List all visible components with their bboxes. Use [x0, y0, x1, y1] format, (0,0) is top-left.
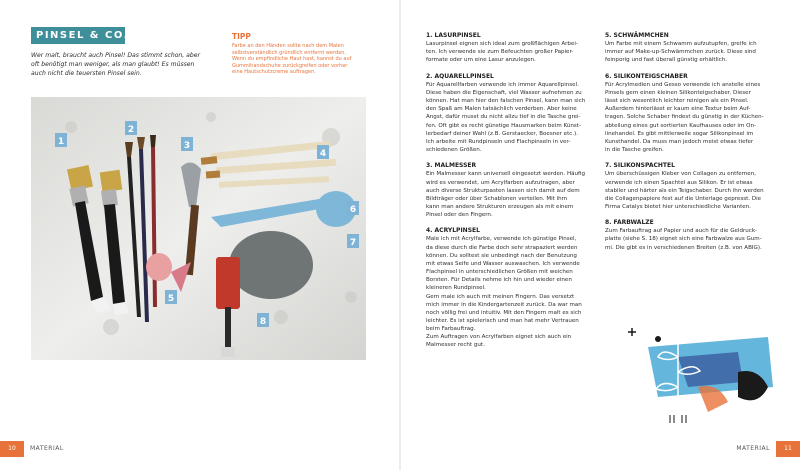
body-line: Flachpinsel in unterschiedlichen Größen mit weichen — [426, 269, 573, 276]
body-line: Lasurpinsel eignen sich ideal zum großflächigen Arbei- — [426, 41, 578, 48]
decorative-artwork — [618, 327, 778, 427]
text-column-2 — [605, 32, 773, 252]
body-line: Gern male ich auch mit meinen Fingern. Das versetzt — [426, 293, 575, 300]
body-line: immer auf Make-up-Schwämmchen zurück. Diese sind — [605, 49, 756, 56]
body-line: Kunsthandel. Da muss man jedoch meist etwas tiefer — [605, 138, 754, 145]
body-line: Um Farbe mit einem Schwamm aufzutupfen, greife ich — [605, 41, 757, 48]
photo-label-8: 8 — [259, 317, 267, 327]
photo-label-4: 4 — [319, 149, 327, 159]
tip-line: Wenn du empfindliche Haut hast, kannst du auf — [232, 56, 352, 63]
intro-line: auch nicht die teuersten Pinsel sein. — [31, 70, 142, 78]
section-label-right: MATERIAL — [736, 445, 770, 452]
page-number-right: 11 — [776, 441, 800, 457]
tip-line: Gummihandschuhe zurückgreifen oder vorher — [232, 62, 348, 69]
body-line: kann man andere Strukturen erzeugen als mit einem — [426, 203, 574, 210]
body-line: schiedenen Größen. — [426, 147, 482, 154]
body-line: mit etwas Seife und Wasser auswaschen. Ich verwende — [426, 260, 580, 267]
body-line: Ein Malmesser kann universell eingesetzt werden. Häufig — [426, 171, 586, 178]
body-line: Firma Catalys bietet hier unterschiedliche Varianten. — [605, 203, 751, 210]
tip-line: selbstverständlich gründlich entfernt werden. — [232, 49, 347, 56]
section-heading: 8. FARBWALZE — [605, 219, 654, 227]
section-heading: 4. ACRYLPINSEL — [426, 227, 480, 235]
photo-label-5: 5 — [167, 294, 175, 304]
tip-heading: TIPP — [232, 32, 251, 41]
body-line: verwende ich einen Spachtel aus Silikon. Er ist etwas — [605, 179, 753, 186]
intro-text — [31, 51, 201, 79]
body-line: feinporig und fast überall günstig erhältlich. — [605, 57, 727, 64]
section-heading: 7. SILIKONSPACHTEL — [605, 162, 675, 170]
body-line: lässt sich wesentlich leichter reinigen als ein Pinsel. — [605, 98, 749, 105]
intro-line: Wer malt, braucht auch Pinsel! Das stimmt schon, aber — [31, 52, 201, 59]
footer-left — [0, 441, 120, 457]
body-line: wird es verwendet, um Acrylfarben aufzutragen, aber — [426, 179, 575, 186]
body-line: Malmesser recht gut. — [426, 342, 485, 349]
intro-line: oft benötigt man weniger, als man glaubt! Es müssen — [31, 61, 195, 69]
body-line: formate oder um eine Lasur anzulegen. — [426, 57, 536, 64]
body-line: Zum Farbauftrag auf Papier und auch für die Geldruck- — [605, 228, 758, 235]
body-line: Pinsels gern einen kleinen Silikonteigschaber. Dieser — [605, 89, 751, 96]
gutter — [399, 0, 401, 470]
section-heading: 3. MALMESSER — [426, 162, 477, 170]
photo-label-2: 2 — [127, 125, 135, 135]
section-heading: 2. AQUARELLPINSEL — [426, 72, 494, 80]
body-line: Außerdem hinterlässt er kaum eine Textur beim Auf- — [605, 106, 751, 113]
body-line: leichter. Es ist spielerisch und man hat mehr Vertrauen — [426, 318, 579, 324]
tip-text — [232, 43, 392, 76]
body-line: Diese haben die Eigenschaft, viel Wasser aufnehmen zu — [426, 89, 582, 96]
body-line: da diese durch die Farbe doch sehr strapaziert werden — [426, 244, 578, 251]
photo-label-1: 1 — [57, 137, 65, 147]
body-line: Für Aquarellfarben verwende ich immer Aquarellpinsel. — [426, 81, 579, 88]
section-heading: 1. LASURPINSEL — [426, 32, 481, 39]
section-label-left: MATERIAL — [30, 445, 64, 452]
body-line: ten. Ich verwende sie zum Befeuchten großer Papier- — [426, 49, 574, 56]
body-line: lerbedarf deiner Wahl (z.B. Gerstaecker, Boesner etc.). — [426, 130, 579, 137]
body-line: Um überschüssigen Kleber von Collagen zu entfernen, — [605, 171, 756, 178]
body-line: können. Hat man hier den falschen Pinsel, kann man sich — [426, 98, 586, 105]
tip-line: Farbe an den Händen sollte nach dem Malen — [232, 43, 344, 49]
body-line: platte (siehe S. 18) eignet sich eine Farbwalze aus Gum- — [605, 236, 762, 243]
section-heading: 6. SILIKONTEIGSCHABER — [605, 72, 688, 80]
body-line: in die Tasche greifen. — [605, 147, 664, 154]
body-line: tragen. Solche Schaber findest du günstig in der Küchen- — [605, 114, 764, 121]
body-line: auch diverse Strukturpasten lassen sich damit auf dem — [426, 187, 580, 194]
body-line: mi. Die gibt es in verschiedenen Breiten (z.B. von ABIG). — [605, 244, 762, 251]
text-column-1 — [426, 32, 592, 350]
tools-illustration — [31, 97, 366, 360]
body-line: Pinsel oder den Fingern. — [426, 212, 493, 219]
body-line: die Collagenpapiere fest auf die Unterlage gepresst. Die — [605, 195, 762, 202]
body-line: Borsten. Für Details nehme ich hin und wieder einen — [426, 277, 572, 284]
body-line: den Spaß am Malen tatsächlich verderben. Aber keine — [426, 106, 577, 113]
body-line: Ich arbeite mit Rundpinseln und Flachpinseln in ver- — [426, 138, 571, 145]
photo-label-7: 7 — [349, 238, 357, 248]
body-line: mich immer in die Kindergartenzeit zurück. Da war man — [426, 301, 582, 308]
page-number-left: 10 — [0, 441, 24, 457]
body-line: Bildträger oder über Schablonen verteilen. Mit ihm — [426, 195, 568, 202]
footer-right — [680, 441, 800, 457]
body-line: stabiler und härter als ein Teigschaber. Durch ihn werden — [605, 187, 764, 194]
tip-line: eine Hautschutzcreme auftragen. — [232, 69, 316, 76]
photo-label-6: 6 — [349, 205, 357, 215]
body-line: noch völlig frei und intuitiv. Mit den Fingern malt es sich — [426, 309, 582, 316]
photo-label-3: 3 — [183, 141, 191, 151]
body-line: Für Acrylmedien und Gesso verwende ich anstelle eines — [605, 81, 761, 88]
body-line: Angst, dafür musst du nicht allzu tief in die Tasche grei- — [426, 114, 581, 121]
body-line: beim Farbauftrag. — [426, 326, 476, 333]
body-line: abteilung eines gut sortierten Kaufhauses oder im On- — [605, 122, 757, 129]
page-title: PINSEL & CO. — [31, 27, 125, 44]
body-line: linehandel. Es gibt mittlerweile sogar Silikonpinsel im — [605, 130, 754, 137]
section-heading: 5. SCHWÄMMCHEN — [605, 32, 669, 39]
body-line: Male ich mit Acrylfarbe, verwende ich günstige Pinsel, — [426, 236, 577, 243]
body-line: fen. Oft gibt es recht günstige Hausmarken beim Künst- — [426, 122, 581, 129]
tools-photo — [31, 97, 366, 360]
body-line: Zum Auftragen von Acrylfarben eignet sich auch ein — [426, 334, 572, 341]
body-line: kleineren Rundpinsel. — [426, 285, 486, 292]
body-line: können. Du solltest sie unbedingt nach der Benutzung — [426, 252, 577, 259]
